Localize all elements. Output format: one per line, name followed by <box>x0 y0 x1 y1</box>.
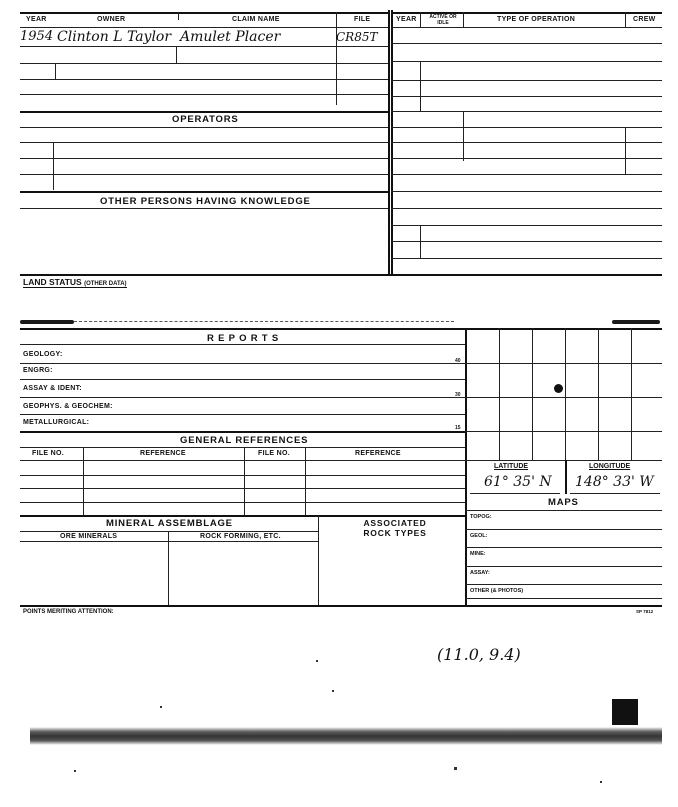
scan-smear-band <box>30 727 662 745</box>
report-row-assay: ASSAY & IDENT: <box>23 385 83 392</box>
general-references-title: GENERAL REFERENCES <box>180 435 309 446</box>
land-status-label: LAND STATUS <box>23 277 82 287</box>
latitude-value: 61° 35' N <box>484 474 552 490</box>
ops-header-active: ACTIVE OR IDLE <box>429 14 457 26</box>
ops-header-year: YEAR <box>396 16 417 23</box>
land-status-sub: (OTHER DATA) <box>84 281 127 287</box>
reports-title: R E P O R T S <box>207 333 279 344</box>
mineral-assemblage-title: MINERAL ASSEMBLAGE <box>106 518 233 529</box>
form-number: SP 7812 <box>636 609 654 614</box>
ore-minerals-label: ORE MINERALS <box>60 533 118 540</box>
operators-label: OPERATORS <box>172 114 239 125</box>
row-file: CR85T <box>336 30 378 44</box>
report-num-metallurgical: 15 <box>455 425 461 431</box>
associated-rock-types: ASSOCIATED ROCK TYPES <box>363 518 427 538</box>
header-owner: OWNER <box>97 16 126 23</box>
maps-topog: TOPOG: <box>470 514 492 520</box>
header-claim-name: CLAIM NAME <box>232 16 280 23</box>
ops-header-type: TYPE OF OPERATION <box>497 16 576 23</box>
location-dot <box>554 384 563 393</box>
land-status <box>23 277 127 288</box>
longitude-value: 148° 33' W <box>575 474 654 490</box>
ref-col-file-no-2: FILE NO. <box>258 450 290 457</box>
report-num-geology: 40 <box>455 358 461 364</box>
longitude-label: LONGITUDE <box>589 463 631 470</box>
ref-col-file-no-1: FILE NO. <box>32 450 64 457</box>
latitude-label: LATITUDE <box>494 463 529 470</box>
ops-header-crew: CREW <box>633 16 656 23</box>
report-row-metallurgical: METALLURGICAL: <box>23 419 90 426</box>
row-owner: Clinton L Taylor <box>57 29 172 45</box>
maps-mine: MINE: <box>470 551 486 557</box>
maps-other: OTHER (& PHOTOS) <box>470 588 524 594</box>
row-year: 1954 <box>20 29 54 44</box>
header-year: YEAR <box>26 16 47 23</box>
handwritten-annotation: (11.0, 9.4) <box>437 645 521 664</box>
header-file: FILE <box>354 16 371 23</box>
maps-assay: ASSAY: <box>470 570 490 576</box>
report-row-engrg: ENGRG: <box>23 367 53 374</box>
report-row-geophys: GEOPHYS. & GEOCHEM: <box>23 403 113 410</box>
maps-geol: GEOL: <box>470 533 488 539</box>
report-row-geology: GEOLOGY: <box>23 351 63 358</box>
report-num-assay: 30 <box>455 392 461 398</box>
row-claim-name: Amulet Placer <box>180 29 281 45</box>
ref-col-reference-2: REFERENCE <box>355 450 401 457</box>
rock-forming-label: ROCK FORMING, ETC. <box>200 533 281 540</box>
scan-dark-block <box>612 699 638 725</box>
maps-title: MAPS <box>548 497 579 508</box>
points-meriting-attention: POINTS MERITING ATTENTION: <box>23 609 114 615</box>
other-persons-label: OTHER PERSONS HAVING KNOWLEDGE <box>100 196 311 207</box>
ref-col-reference-1: REFERENCE <box>140 450 186 457</box>
